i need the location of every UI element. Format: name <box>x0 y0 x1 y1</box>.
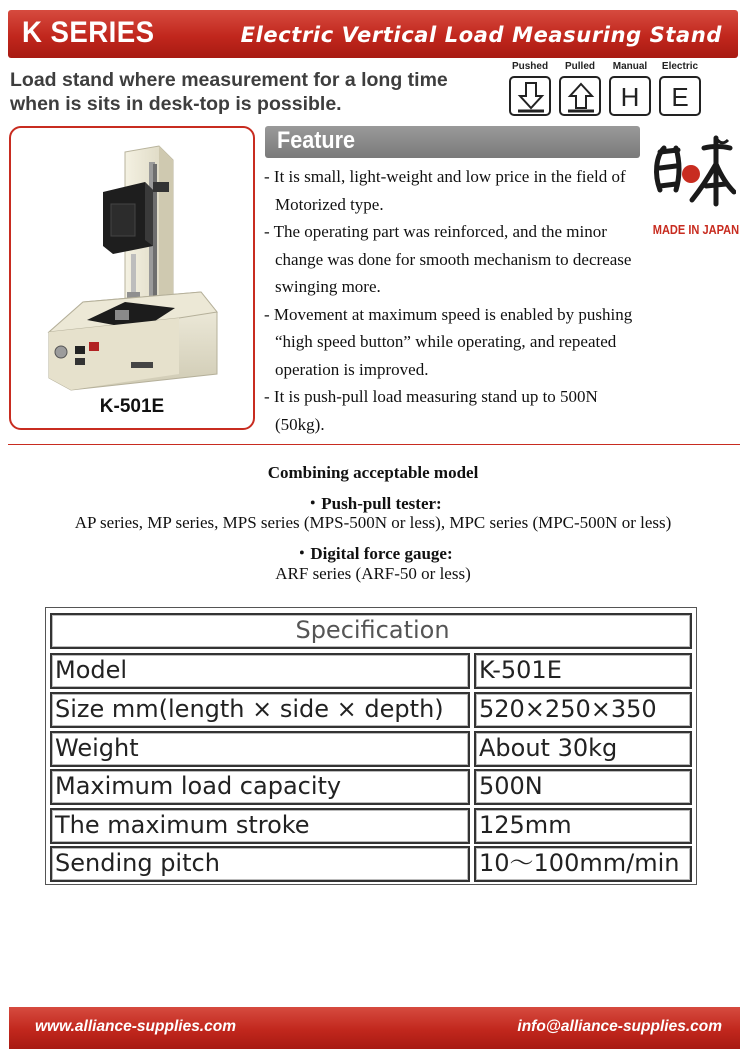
pull-arrow-up-icon <box>559 76 601 116</box>
spec-value-weight: About 30kg <box>474 731 692 767</box>
footer-website-link[interactable]: www.alliance-supplies.com <box>35 1018 236 1035</box>
mode-letter: E <box>671 82 689 112</box>
mode-pulled <box>557 60 603 120</box>
mode-electric <box>657 60 703 120</box>
specification-title: Specification <box>50 613 692 649</box>
mode-caption: Pushed <box>511 61 549 72</box>
spec-value-size: 520×250×350 <box>474 692 692 728</box>
intro-line-2: when is sits in desk-top is possible. <box>10 93 342 115</box>
section-divider <box>8 444 740 445</box>
load-stand-illustration <box>41 142 226 392</box>
spec-value-capacity: 500N <box>474 769 692 805</box>
mode-manual <box>607 60 653 120</box>
made-in-japan-mark <box>646 134 740 244</box>
specification-table <box>45 607 697 885</box>
spec-label-size: Size mm(length × side × depth) <box>50 692 470 728</box>
feature-item: - It is push-pull load measuring stand up to 500N (50kg). <box>264 387 598 434</box>
mode-caption: Manual <box>612 61 648 72</box>
feature-list <box>264 163 654 438</box>
feature-item: - The operating part was reinforced, and the minor change was done for smooth mechanism to decrease swinging more. <box>264 222 632 296</box>
manual-h-icon <box>609 76 651 116</box>
spec-label-model: Model <box>50 653 470 689</box>
electric-e-icon <box>659 76 701 116</box>
japan-calligraphy-logo <box>646 134 736 222</box>
footer-email-link[interactable]: info@alliance-supplies.com <box>517 1018 722 1035</box>
feature-heading: Feature <box>277 127 356 154</box>
mode-icons <box>507 60 707 122</box>
product-photo-frame <box>9 126 255 430</box>
intro-text <box>10 68 500 116</box>
made-in-japan-text: MADE IN JAPAN <box>652 222 740 237</box>
footer-bar <box>9 1007 740 1049</box>
push-pull-models: AP series, MP series, MPS series (MPS-500N or less), MPC series (MPC-500N or less) <box>74 513 672 532</box>
spec-label-weight: Weight <box>50 731 470 767</box>
mode-caption: Electric <box>661 61 699 72</box>
push-arrow-down-icon <box>509 76 551 116</box>
spec-label-stroke: The maximum stroke <box>50 808 470 844</box>
gauge-heading: ・Digital force gauge: <box>293 544 453 563</box>
mode-caption: Pulled <box>564 61 595 72</box>
feature-heading-bar <box>265 126 640 158</box>
header-bar <box>8 10 738 58</box>
push-pull-heading: ・Push-pull tester: <box>304 494 442 513</box>
spec-value-model: K-501E <box>474 653 692 689</box>
feature-item: - It is small, light-weight and low price in the field of Motorized type. <box>264 167 626 214</box>
mode-pushed <box>507 60 553 120</box>
combining-title: Combining acceptable model <box>267 463 479 482</box>
intro-line-1: Load stand where measurement for a long time <box>10 69 448 91</box>
mode-letter: H <box>620 82 640 112</box>
gauge-models: ARF series (ARF-50 or less) <box>275 564 471 583</box>
series-title: K SERIES <box>22 16 155 49</box>
spec-value-pitch: 10～100mm/min <box>474 846 692 882</box>
spec-label-pitch: Sending pitch <box>50 846 470 882</box>
spec-value-stroke: 125mm <box>474 808 692 844</box>
feature-item: - Movement at maximum speed is enabled by pushing “high speed button” while operating, and repeated operation is improved. <box>264 304 633 379</box>
spec-label-capacity: Maximum load capacity <box>50 769 470 805</box>
product-model-label: K-501E <box>99 396 165 417</box>
product-subtitle: Electric Vertical Load Measuring Stand <box>240 23 722 47</box>
